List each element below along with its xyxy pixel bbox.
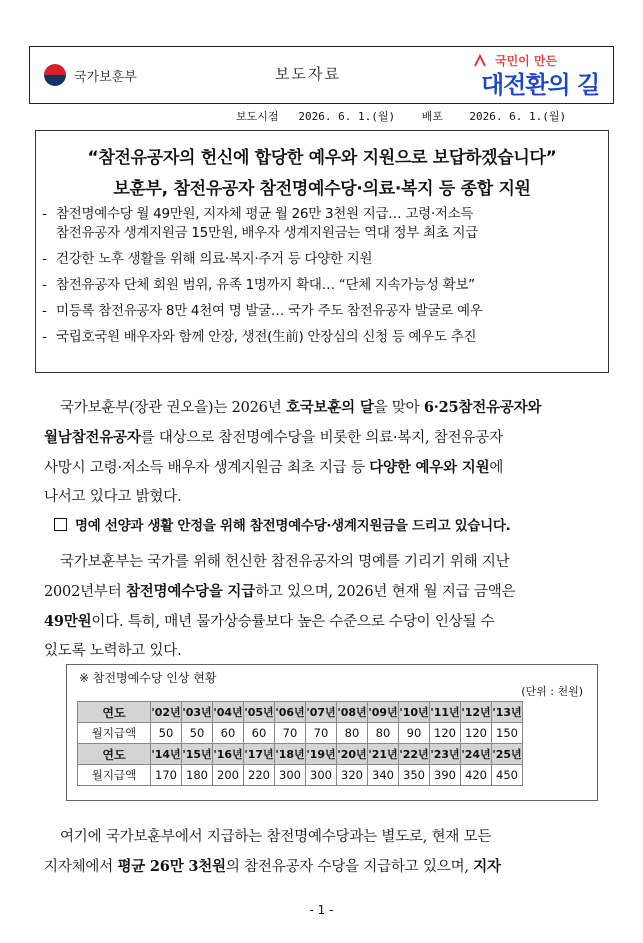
table-cell: 200	[213, 765, 244, 786]
table-row: 월지급액 170 180 200 220 300 300 320 340 350 390 420 450	[78, 765, 523, 786]
allowance-table-box	[66, 664, 598, 801]
table-cell: 50	[182, 723, 213, 744]
table-cell: 450	[492, 765, 523, 786]
bullet-item: - 건강한 노후 생활을 위해 의료·복지·주거 등 다양한 지원	[42, 251, 373, 267]
bullet-item: - 국립호국원 배우자와 함께 안장, 생전(生前) 안장심의 신청 등 예우도 추진	[42, 329, 477, 345]
table-row: 월지급액 50 50 60 60 70 70 80 80 90 120 120 150	[78, 723, 523, 744]
table-cell: 340	[368, 765, 399, 786]
summary-bullets	[42, 205, 608, 354]
headline-quote: “참전유공자의 헌신에 합당한 예우와 지원으로 보답하겠습니다”	[87, 148, 557, 168]
table-cell: 320	[337, 765, 368, 786]
table-cell: 170	[151, 765, 182, 786]
table-cell: 150	[492, 723, 523, 744]
table-cell: 80	[337, 723, 368, 744]
table-title: ※ 참전명예수당 인상 현황	[79, 671, 217, 685]
page-number: - 1 -	[309, 903, 334, 917]
table-cell: '06년	[275, 702, 306, 723]
table-cell: 70	[275, 723, 306, 744]
table-cell: '25년	[492, 744, 523, 765]
release-label: 보도시점	[236, 110, 279, 123]
table-unit: (단위 : 천원)	[521, 685, 583, 698]
org-name: 국가보훈부	[74, 69, 137, 85]
table-cell: '16년	[213, 744, 244, 765]
table-cell: '05년	[244, 702, 275, 723]
table-cell: '02년	[151, 702, 182, 723]
table-cell: 60	[244, 723, 275, 744]
table-cell: '12년	[461, 702, 492, 723]
table-cell: '20년	[337, 744, 368, 765]
table-cell: '09년	[368, 702, 399, 723]
table-cell: 70	[306, 723, 337, 744]
ministry-logo	[44, 64, 137, 86]
table-cell: 90	[399, 723, 430, 744]
release-value: 2026. 6. 1.(월)	[298, 110, 396, 123]
distribution-label: 배포	[421, 110, 443, 123]
table-cell: '17년	[244, 744, 275, 765]
table-cell: '07년	[306, 702, 337, 723]
table-cell: '21년	[368, 744, 399, 765]
summary-box	[35, 130, 609, 373]
table-cell: 120	[461, 723, 492, 744]
body-paragraph-1: 국가보훈부(장관 권오을)는 2026년 호국보훈의 달을 맞아 6·25참전유공자와 월남참전유공자를 대상으로 참전명예수당을 비롯한 의료·복지, 참전유공자 사망시 고령·저소득 배우자 생계지원금 최초 지급 등 다양한 예우와 지원에 나서고 있다고 밝혔다.	[44, 399, 542, 505]
distribution-value: 2026. 6. 1.(월)	[469, 110, 567, 123]
table-cell: 180	[182, 765, 213, 786]
table-cell: '04년	[213, 702, 244, 723]
table-cell: '13년	[492, 702, 523, 723]
table-cell: '19년	[306, 744, 337, 765]
table-cell: 350	[399, 765, 430, 786]
square-bullet-icon	[54, 518, 67, 531]
table-cell: '23년	[430, 744, 461, 765]
table-cell: 300	[275, 765, 306, 786]
table-cell: 60	[213, 723, 244, 744]
allowance-table	[77, 701, 523, 786]
press-release-header	[29, 46, 614, 104]
table-row: 연도 '02년 '03년 '04년 '05년 '06년 '07년 '08년 '09년 '10년 '11년 '12년 '13년	[78, 702, 523, 723]
section-heading: 명예 선양과 생활 안정을 위해 참전명예수당·생계지원금을 드리고 있습니다.	[54, 514, 510, 534]
slogan-main-text: 대전환의 길	[481, 71, 600, 99]
table-cell: 420	[461, 765, 492, 786]
bullet-item: - 참전명예수당 월 49만원, 지자체 평균 월 26만 3천원 지급… 고령·저소득 참전유공자 생계지원금 15만원, 배우자 생계지원금는 역대 정부 최초 지급	[42, 206, 478, 241]
table-cell: '18년	[275, 744, 306, 765]
table-cell: 220	[244, 765, 275, 786]
document-type: 보도자료	[275, 65, 341, 83]
table-cell: '22년	[399, 744, 430, 765]
bullet-item: - 참전유공자 단체 회원 범위, 유족 1명까지 확대… “단체 지속가능성 확보”	[42, 277, 475, 293]
government-slogan-logo	[473, 50, 609, 100]
table-cell: '03년	[182, 702, 213, 723]
release-dates	[236, 108, 566, 124]
slogan-top-text: 국민이 만든	[495, 54, 558, 68]
table-cell: '15년	[182, 744, 213, 765]
table-row: 연도 '14년 '15년 '16년 '17년 '18년 '19년 '20년 '21년 '22년 '23년 '24년 '25년	[78, 744, 523, 765]
bullet-item: - 미등록 참전유공자 8만 4천여 명 발굴… 국가 주도 참전유공자 발굴로 예우	[42, 303, 483, 319]
table-cell: 50	[151, 723, 182, 744]
body-paragraph-2: 국가보훈부는 국가를 위해 헌신한 참전유공자의 명예를 기리기 위해 지난 2002년부터 참전명예수당을 지급하고 있으며, 2026년 현재 월 지급 금액은 49만원이다. 특히, 매년 물가상승률보다 높은 수준으로 수당이 인상될 수 있도록 노력하고 있다.	[44, 554, 516, 659]
taeguk-emblem-icon	[44, 64, 66, 86]
table-cell: 390	[430, 765, 461, 786]
body-paragraph-3: 여기에 국가보훈부에서 지급하는 참전명예수당과는 별도로, 현재 모든 지자체에서 평균 26만 3천원의 참전유공자 수당을 지급하고 있으며, 지자	[44, 829, 501, 875]
table-cell: 120	[430, 723, 461, 744]
table-cell: '10년	[399, 702, 430, 723]
table-cell: '08년	[337, 702, 368, 723]
table-cell: '14년	[151, 744, 182, 765]
table-cell: 80	[368, 723, 399, 744]
headline-main: 보훈부, 참전유공자 참전명예수당·의료·복지 등 종합 지원	[113, 179, 531, 199]
table-cell: 300	[306, 765, 337, 786]
table-cell: '24년	[461, 744, 492, 765]
table-cell: '11년	[430, 702, 461, 723]
